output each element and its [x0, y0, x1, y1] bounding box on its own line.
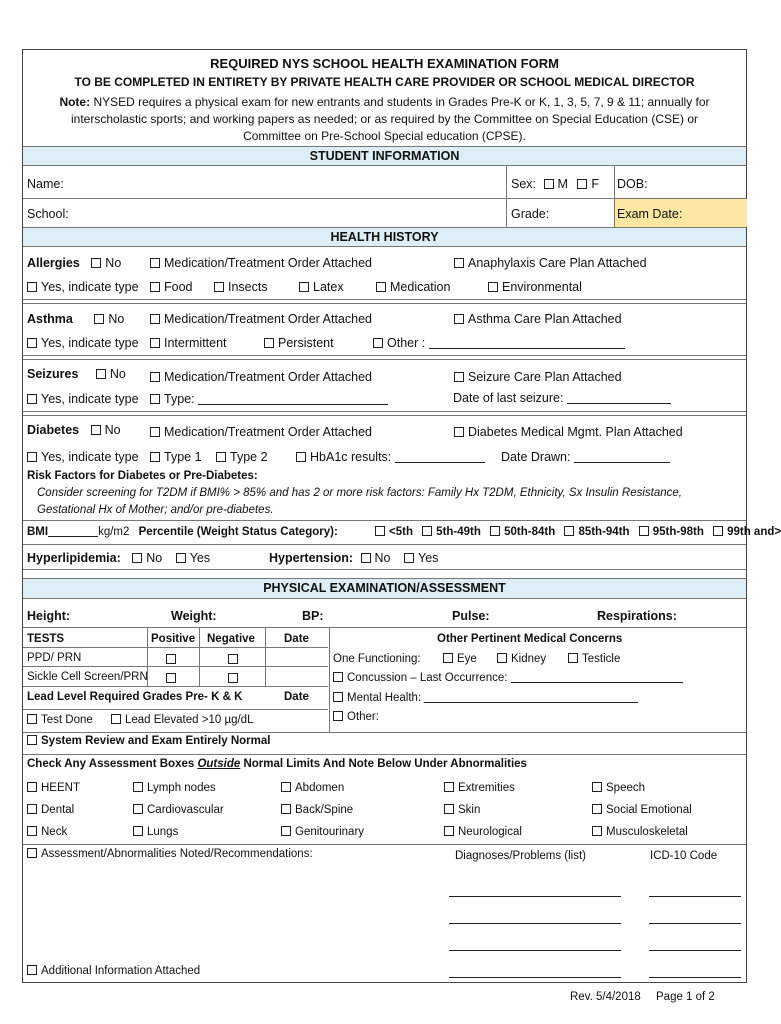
abdomen-label: Abdomen: [295, 782, 345, 794]
heent-label: HEENT: [41, 782, 80, 794]
diabetes-no-checkbox[interactable]: [91, 425, 101, 435]
percentile-options: [375, 526, 781, 538]
latex-checkbox[interactable]: [299, 282, 309, 292]
system-speech: [592, 782, 645, 794]
hyperlipidemia-yes-label: Yes: [189, 551, 211, 565]
p3-label: 50th-84th: [504, 526, 556, 538]
p2-checkbox[interactable]: [422, 526, 432, 536]
allergies-no-checkbox[interactable]: [91, 258, 101, 268]
check-suffix: Normal Limits And Note Below Under Abnormalities: [243, 758, 527, 770]
speech-label: Speech: [606, 782, 646, 794]
diabetes-med-order-checkbox[interactable]: [150, 427, 160, 437]
divider: [23, 666, 328, 667]
asthma-med-order-label: Medication/Treatment Order Attached: [164, 312, 372, 326]
divider: [199, 627, 200, 686]
system-genito: [281, 826, 364, 838]
seizure-type-label: Type:: [164, 392, 195, 406]
diabetes-yes-checkbox[interactable]: [27, 452, 37, 462]
musculo-checkbox[interactable]: [592, 826, 602, 836]
p2-label: 5th-49th: [436, 526, 481, 538]
asthma-yes-label: Yes, indicate type: [41, 336, 139, 350]
bmi-row: [27, 526, 338, 538]
diabetes-yes-label: Yes, indicate type: [41, 450, 139, 464]
asthma-no-label: No: [108, 312, 125, 326]
neck-checkbox[interactable]: [27, 826, 37, 836]
additional-info-checkbox[interactable]: [27, 965, 37, 975]
lead-value: >10 µg/dL: [201, 714, 254, 726]
allergies-yes-label: Yes, indicate type: [41, 280, 139, 294]
hyperlipidemia-yes-checkbox[interactable]: [176, 553, 186, 563]
divider: [23, 569, 746, 570]
asthma-plan-checkbox[interactable]: [454, 314, 464, 324]
anaphylaxis-checkbox[interactable]: [454, 258, 464, 268]
system-neck: [27, 826, 67, 838]
p5-label: 95th-98th: [652, 526, 704, 538]
bp-label: BP:: [302, 609, 324, 623]
system-review-label: System Review and Exam Entirely Normal: [41, 735, 271, 747]
lead-required-label: Lead Level Required Grades Pre- K & K: [27, 691, 243, 703]
allergies-no-label: No: [105, 256, 122, 270]
divider: [329, 627, 330, 732]
date-drawn-label: Date Drawn:: [501, 450, 571, 464]
food-label: Food: [164, 280, 193, 294]
neck-label: Neck: [41, 826, 68, 838]
system-skin: [444, 804, 480, 816]
insects-label: Insects: [228, 280, 268, 294]
diabetes-plan-label: Diabetes Medical Mgmt. Plan Attached: [468, 425, 683, 439]
bmi-unit: kg/m2: [98, 526, 130, 538]
assessment-checkbox[interactable]: [27, 848, 37, 858]
hba1c-checkbox[interactable]: [296, 452, 306, 462]
check-outside: Outside: [197, 758, 241, 770]
genito-checkbox[interactable]: [281, 826, 291, 836]
lungs-label: Lungs: [147, 826, 179, 838]
lymph-checkbox[interactable]: [133, 782, 143, 792]
p1-checkbox[interactable]: [375, 526, 385, 536]
grade-label: Grade:: [511, 207, 550, 221]
hyperlipidemia-no-label: No: [146, 551, 163, 565]
other-concern-label: Other:: [347, 711, 379, 723]
diagnosis-line[interactable]: [449, 950, 621, 951]
cardio-checkbox[interactable]: [133, 804, 143, 814]
school-label: School:: [27, 207, 69, 221]
seizure-plan-label: Seizure Care Plan Attached: [468, 370, 622, 384]
divider: [265, 627, 266, 686]
form-page-1: [22, 49, 781, 983]
test-done-label: Test Done: [41, 714, 93, 726]
insects-checkbox[interactable]: [214, 282, 224, 292]
extremities-label: Extremities: [458, 782, 515, 794]
p4-checkbox[interactable]: [564, 526, 574, 536]
hypertension-no-checkbox[interactable]: [361, 553, 371, 563]
seizures-no-checkbox[interactable]: [96, 369, 106, 379]
respirations-label: Respirations:: [597, 609, 677, 623]
eye-label: Eye: [457, 653, 477, 665]
asthma-plan-label: Asthma Care Plan Attached: [468, 312, 622, 326]
system-neuro: [444, 826, 522, 838]
cardio-label: Cardiovascular: [147, 804, 224, 816]
eye-checkbox[interactable]: [443, 653, 453, 663]
icd-line[interactable]: [649, 950, 741, 951]
divider: [506, 166, 507, 227]
sickle-negative-checkbox[interactable]: [228, 673, 238, 683]
divider: [23, 359, 746, 360]
diagnoses-header: Diagnoses/Problems (list): [455, 850, 587, 862]
risk-heading: Risk Factors for Diabetes or Pre-Diabetes:: [27, 470, 258, 482]
allergies-med-order-label: Medication/Treatment Order Attached: [164, 256, 372, 270]
hyperlipidemia-label: Hyperlipidemia:: [27, 551, 121, 565]
latex-label: Latex: [313, 280, 344, 294]
icd-header: ICD-10 Code: [650, 850, 718, 862]
p3-checkbox[interactable]: [490, 526, 500, 536]
mental-health-label: Mental Health:: [347, 692, 422, 704]
anaphylaxis-label: Anaphylaxis Care Plan Attached: [468, 256, 647, 270]
sex-field: [511, 177, 599, 191]
p4-label: 85th-94th: [578, 526, 630, 538]
type2-label: Type 2: [230, 450, 268, 464]
social-label: Social Emotional: [606, 804, 692, 816]
skin-label: Skin: [458, 804, 481, 816]
divider: [23, 686, 328, 687]
seizures-med-order-checkbox[interactable]: [150, 372, 160, 382]
seizures-yes-checkbox[interactable]: [27, 394, 37, 404]
diagnosis-line[interactable]: [449, 923, 621, 924]
p6-label: 99th and>: [727, 526, 781, 538]
lead-elevated-checkbox[interactable]: [111, 714, 121, 724]
divider: [23, 844, 746, 845]
date-header: Date: [284, 633, 309, 645]
environmental-checkbox[interactable]: [488, 282, 498, 292]
kidney-checkbox[interactable]: [497, 653, 507, 663]
allergies-label: Allergies: [27, 256, 80, 270]
divider: [23, 415, 746, 416]
kidney-label: Kidney: [511, 653, 547, 665]
hypertension-yes-label: Yes: [418, 551, 439, 565]
diabetes-no-label: No: [104, 423, 121, 437]
diabetes-plan-checkbox[interactable]: [454, 427, 464, 437]
asthma-other-line[interactable]: [429, 348, 625, 349]
hyperlipidemia-no-checkbox[interactable]: [132, 553, 142, 563]
bmi-label: BMI: [27, 526, 49, 538]
asthma-no-checkbox[interactable]: [94, 314, 104, 324]
physical-exam-heading: PHYSICAL EXAMINATION/ASSESSMENT: [23, 578, 746, 599]
type1-checkbox[interactable]: [150, 452, 160, 462]
ppd-label: PPD/ PRN: [27, 652, 82, 664]
neuro-label: Neurological: [458, 826, 522, 838]
persistent-label: Persistent: [278, 336, 334, 350]
one-functioning-label: One Functioning:: [333, 653, 421, 665]
icd-line[interactable]: [649, 923, 741, 924]
p6-checkbox[interactable]: [713, 526, 723, 536]
hypertension-label: Hypertension:: [269, 551, 354, 565]
system-musculo: [592, 826, 688, 838]
divider: [23, 299, 746, 300]
concussion-checkbox[interactable]: [333, 672, 343, 682]
seizure-type-line[interactable]: [198, 404, 388, 405]
asthma-med-order-checkbox[interactable]: [150, 314, 160, 324]
type1-label: Type 1: [164, 450, 202, 464]
divider: [23, 303, 746, 304]
diagnosis-line[interactable]: [449, 977, 621, 978]
asthma-yes-checkbox[interactable]: [27, 338, 37, 348]
bmi-line[interactable]: [48, 536, 98, 537]
seizures-label: Seizures: [27, 367, 79, 381]
pulse-label: Pulse:: [452, 609, 490, 623]
divider: [23, 520, 746, 521]
p5-checkbox[interactable]: [639, 526, 649, 536]
concussion-label: Concussion – Last Occurrence:: [347, 672, 508, 684]
testicle-label: Testicle: [582, 653, 621, 665]
dob-label: DOB:: [617, 177, 648, 191]
system-extremities: [444, 782, 515, 794]
system-lungs: [133, 826, 178, 838]
additional-info-label: Additional Information Attached: [41, 965, 201, 977]
divider: [23, 709, 328, 710]
positive-header: Positive: [151, 633, 196, 645]
check-prefix: Check Any Assessment Boxes: [27, 758, 195, 770]
sex-f-label: F: [591, 177, 600, 191]
ppd-negative-checkbox[interactable]: [228, 654, 238, 664]
check-instructions: [27, 758, 527, 770]
sex-m-checkbox[interactable]: [544, 179, 554, 189]
mental-health-checkbox[interactable]: [333, 692, 343, 702]
hypertension-yes-checkbox[interactable]: [404, 553, 414, 563]
heent-checkbox[interactable]: [27, 782, 37, 792]
note-line-3: Committee on Pre-School Special education (CPSE).: [243, 129, 526, 143]
divider: [23, 732, 746, 733]
last-seizure-line[interactable]: [567, 403, 671, 404]
back-label: Back/Spine: [295, 804, 354, 816]
seizures-yes-label: Yes, indicate type: [41, 392, 139, 406]
medication-checkbox[interactable]: [376, 282, 386, 292]
medication-label: Medication: [390, 280, 451, 294]
health-history-heading: HEALTH HISTORY: [23, 227, 746, 247]
system-social: [592, 804, 692, 816]
mental-health-line[interactable]: [424, 702, 638, 703]
seizures-no-label: No: [109, 367, 126, 381]
ppd-positive-checkbox[interactable]: [166, 654, 176, 664]
height-label: Height:: [27, 609, 71, 623]
note-line-1: [23, 95, 746, 109]
dental-checkbox[interactable]: [27, 804, 37, 814]
seizure-plan-checkbox[interactable]: [454, 372, 464, 382]
system-review-checkbox[interactable]: [27, 735, 37, 745]
exam-date-label: Exam Date:: [617, 207, 683, 221]
page-number: Page 1 of 2: [656, 991, 715, 1003]
hypertension-no-label: No: [374, 551, 391, 565]
divider: [23, 355, 746, 356]
weight-label: Weight:: [171, 609, 217, 623]
name-label: Name:: [27, 177, 64, 191]
environmental-label: Environmental: [502, 280, 582, 294]
sickle-label: Sickle Cell Screen/PRN: [27, 671, 148, 683]
test-done-checkbox[interactable]: [27, 714, 37, 724]
concussion-line[interactable]: [511, 682, 683, 683]
assessment-label: Assessment/Abnormalities Noted/Recommendations:: [41, 848, 313, 860]
seizure-type-checkbox[interactable]: [150, 394, 160, 404]
lead-date-header: Date: [284, 691, 309, 703]
other-concerns-header: Other Pertinent Medical Concerns: [437, 633, 623, 645]
type2-checkbox[interactable]: [216, 452, 226, 462]
diabetes-label: Diabetes: [27, 423, 80, 437]
tests-header: TESTS: [27, 633, 65, 645]
divider: [23, 627, 746, 628]
system-cardio: [133, 804, 224, 816]
percentile-label: Percentile (Weight Status Category):: [138, 526, 338, 538]
icd-line[interactable]: [649, 977, 741, 978]
sex-f-checkbox[interactable]: [577, 179, 587, 189]
extremities-checkbox[interactable]: [444, 782, 454, 792]
icd-line[interactable]: [649, 896, 741, 897]
allergies-med-order-checkbox[interactable]: [150, 258, 160, 268]
form-title: REQUIRED NYS SCHOOL HEALTH EXAMINATION FORM: [210, 56, 559, 71]
system-back: [281, 804, 353, 816]
note-label: Note:: [59, 95, 91, 109]
other-concern-checkbox[interactable]: [333, 711, 343, 721]
neuro-checkbox[interactable]: [444, 826, 454, 836]
risk-line-1: Consider screening for T2DM if BMI% > 85% and has 2 or more risk factors: Family Hx T2DM, Ethnicity, Sx Insulin Resistance,: [37, 487, 682, 499]
speech-checkbox[interactable]: [592, 782, 602, 792]
diabetes-med-order-label: Medication/Treatment Order Attached: [164, 425, 372, 439]
date-drawn-line[interactable]: [574, 462, 670, 463]
lead-elevated-label: Lead Elevated: [125, 714, 199, 726]
musculo-label: Musculoskeletal: [606, 826, 688, 838]
risk-line-2: Gestational Hx of Mother; and/or pre-diabetes.: [37, 504, 274, 516]
intermittent-checkbox[interactable]: [150, 338, 160, 348]
seizures-med-order-label: Medication/Treatment Order Attached: [164, 370, 372, 384]
intermittent-label: Intermittent: [164, 336, 227, 350]
asthma-label: Asthma: [27, 312, 73, 326]
testicle-checkbox[interactable]: [568, 653, 578, 663]
diagnosis-line[interactable]: [449, 896, 621, 897]
persistent-checkbox[interactable]: [264, 338, 274, 348]
hba1c-line[interactable]: [395, 462, 485, 463]
system-dental: [27, 804, 74, 816]
divider: [23, 647, 328, 648]
divider: [23, 411, 746, 412]
asthma-other-checkbox[interactable]: [373, 338, 383, 348]
note-line-2: interscholastic sports; and working papers as needed; or as required by the Committee on Special Education (CSE) or: [71, 112, 698, 126]
social-checkbox[interactable]: [592, 804, 602, 814]
genito-label: Genitourinary: [295, 826, 365, 838]
student-info-heading: STUDENT INFORMATION: [23, 146, 746, 166]
lymph-label: Lymph nodes: [147, 782, 216, 794]
back-checkbox[interactable]: [281, 804, 291, 814]
hba1c-label: HbA1c results:: [310, 450, 392, 464]
lungs-checkbox[interactable]: [133, 826, 143, 836]
asthma-other-label: Other :: [387, 336, 426, 350]
divider: [23, 754, 746, 755]
note-text-1: NYSED requires a physical exam for new entrants and students in Grades Pre-K or K, 1, 3, 5, 7, 9 & 11; annually for: [93, 95, 710, 109]
sickle-positive-checkbox[interactable]: [166, 673, 176, 683]
divider: [23, 544, 746, 545]
food-checkbox[interactable]: [150, 282, 160, 292]
allergies-yes-checkbox[interactable]: [27, 282, 37, 292]
sex-m-label: M: [557, 177, 568, 191]
form-subtitle: TO BE COMPLETED IN ENTIRETY BY PRIVATE HEALTH CARE PROVIDER OR SCHOOL MEDICAL DIRECTOR: [74, 75, 695, 89]
revision-date: Rev. 5/4/2018: [570, 991, 641, 1003]
system-heent: [27, 782, 80, 794]
dental-label: Dental: [41, 804, 75, 816]
system-lymph: [133, 782, 216, 794]
system-abdomen: [281, 782, 344, 794]
abdomen-checkbox[interactable]: [281, 782, 291, 792]
negative-header: Negative: [207, 633, 255, 645]
skin-checkbox[interactable]: [444, 804, 454, 814]
sex-label: Sex:: [511, 177, 537, 191]
p1-label: <5th: [389, 526, 413, 538]
last-seizure-label: Date of last seizure:: [453, 391, 564, 405]
